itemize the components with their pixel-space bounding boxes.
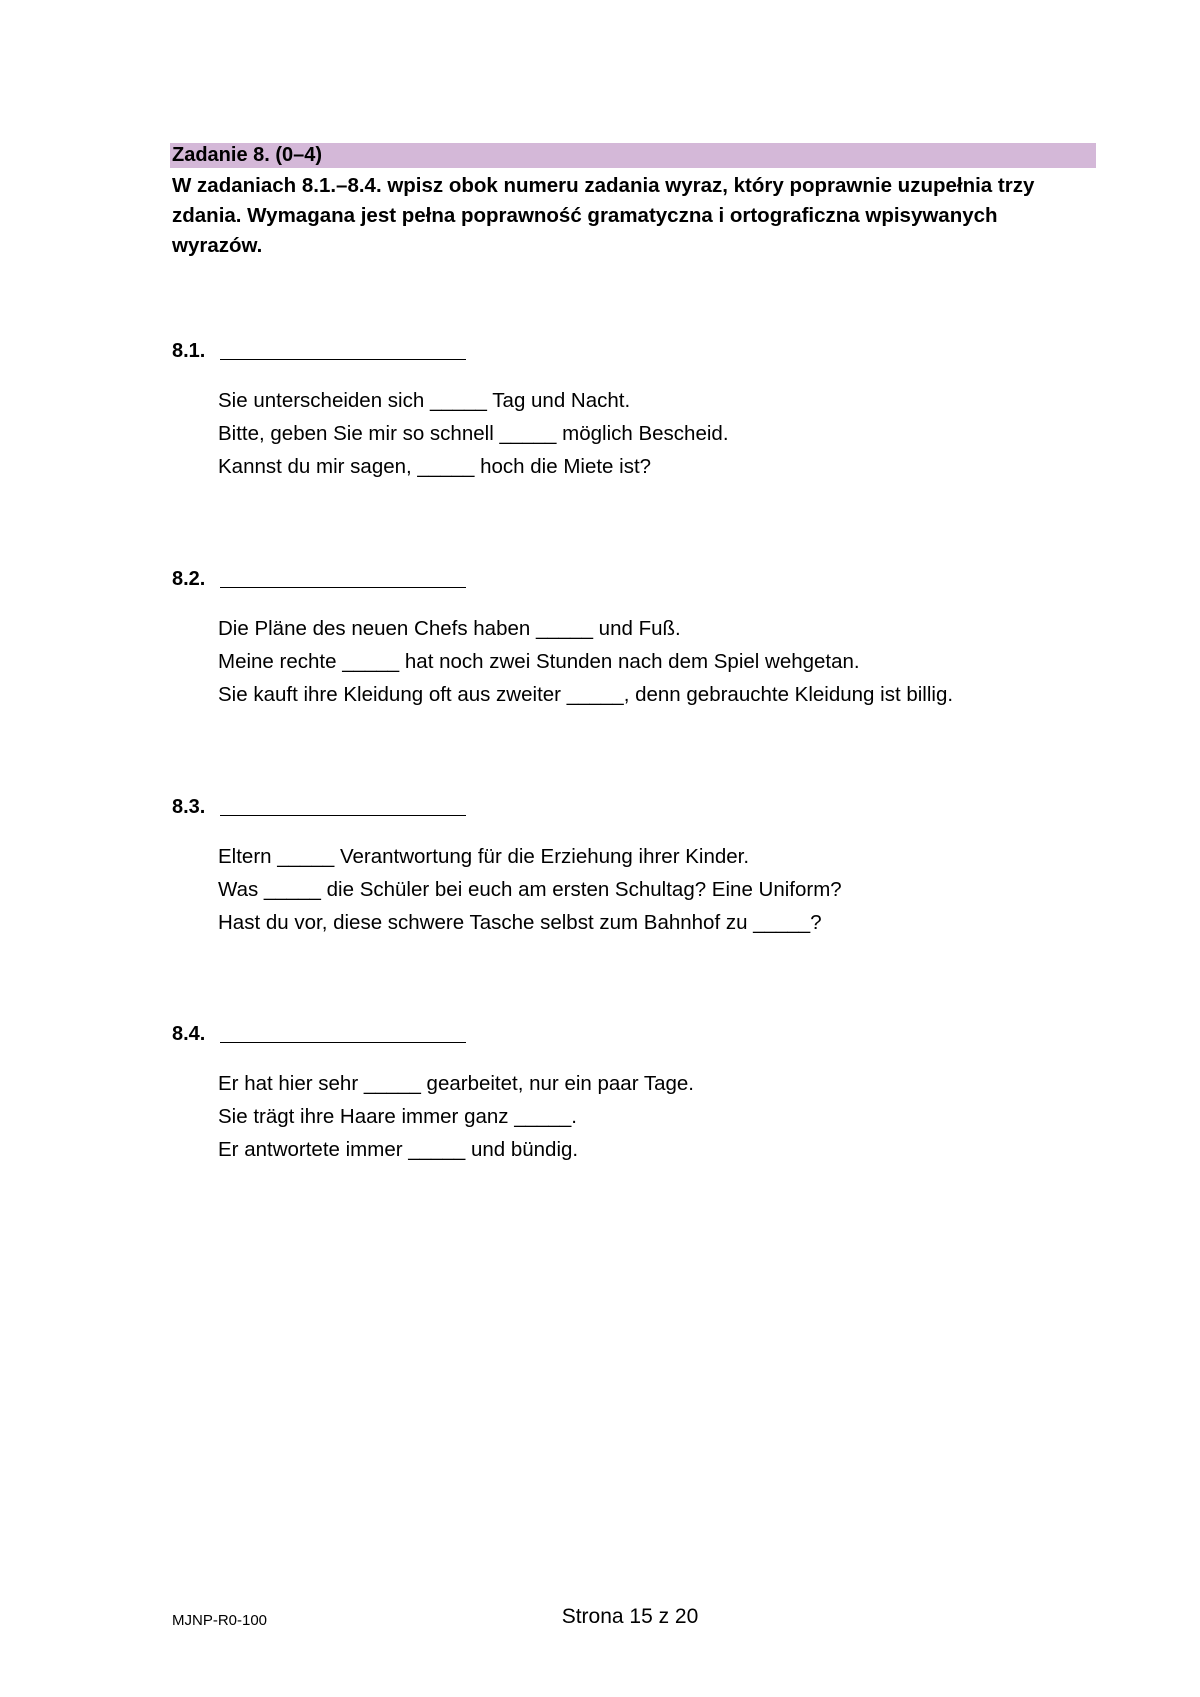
answer-line[interactable]: [220, 587, 466, 588]
task-item-8-4: [172, 1017, 1072, 1166]
sentence-list: [218, 384, 1072, 483]
task-instruction: W zadaniach 8.1.–8.4. wpisz obok numeru zadania wyraz, który poprawnie uzupełnia trzy zdania. Wymagana jest pełna poprawność gramatyczna i ortograficzna wpisywanych wyrazów.: [172, 174, 1035, 257]
sentence-list: [218, 612, 1072, 711]
answer-line[interactable]: [220, 815, 466, 816]
answer-line[interactable]: [220, 359, 466, 360]
sentence: Er antwortete immer _____ und bündig.: [218, 1138, 579, 1161]
item-header: [172, 562, 1072, 592]
sentence: Die Pläne des neuen Chefs haben _____ und Fuß.: [218, 617, 681, 640]
sentence: Sie trägt ihre Haare immer ganz _____.: [218, 1105, 577, 1128]
sentence: Eltern _____ Verantwortung für die Erziehung ihrer Kinder.: [218, 845, 750, 868]
task-item-8-1: [172, 334, 1072, 483]
exam-code: MJNP-R0-100: [172, 1612, 268, 1629]
sentence: Sie unterscheiden sich _____ Tag und Nacht.: [218, 389, 631, 412]
sentence: Hast du vor, diese schwere Tasche selbst zum Bahnhof zu _____?: [218, 911, 822, 934]
sentence: Er hat hier sehr _____ gearbeitet, nur ein paar Tage.: [218, 1072, 694, 1095]
sentence-list: [218, 840, 1072, 939]
sentence: Sie kauft ihre Kleidung oft aus zweiter _____, denn gebrauchte Kleidung ist billig.: [218, 683, 954, 706]
task-item-8-2: [172, 562, 1072, 711]
sentence: Meine rechte _____ hat noch zwei Stunden nach dem Spiel wehgetan.: [218, 650, 860, 673]
sentence: Bitte, geben Sie mir so schnell _____ möglich Bescheid.: [218, 422, 729, 445]
sentence: Was _____ die Schüler bei euch am ersten Schultag? Eine Uniform?: [218, 878, 842, 901]
task-item-8-3: [172, 790, 1072, 939]
item-number: 8.1.: [172, 340, 206, 362]
page-number: Strona 15 z 20: [561, 1605, 699, 1628]
item-header: [172, 1017, 1072, 1047]
sentence-list: [218, 1067, 1072, 1166]
task-title: Zadanie 8. (0–4): [170, 143, 1096, 168]
answer-line[interactable]: [220, 1042, 466, 1043]
item-header: [172, 334, 1072, 364]
item-number: 8.4.: [172, 1023, 206, 1045]
item-header: [172, 790, 1072, 820]
sentence: Kannst du mir sagen, _____ hoch die Miete ist?: [218, 455, 652, 478]
item-number: 8.2.: [172, 568, 206, 590]
item-number: 8.3.: [172, 796, 206, 818]
